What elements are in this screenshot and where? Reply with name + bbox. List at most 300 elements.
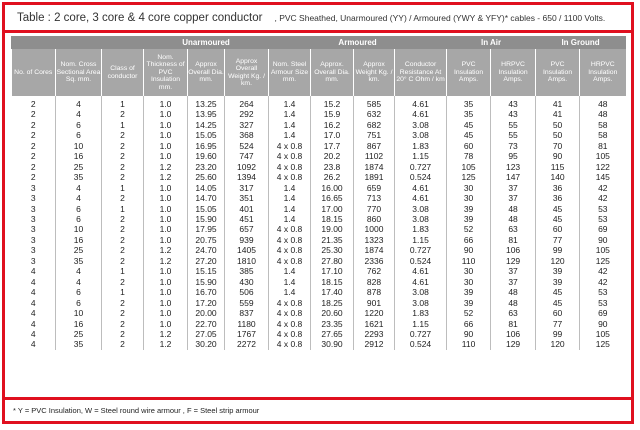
table-cell: 39 (536, 266, 580, 276)
column-header: HRPVC Insulation Amps. (580, 49, 626, 96)
table-cell: 39 (447, 214, 491, 224)
table-cell: 25 (56, 245, 102, 255)
column-header: Approx. Overall Dia. mm. (311, 49, 354, 96)
table-cell: 55 (491, 130, 536, 140)
column-header: Nom. Steel Armour Size mm. (269, 49, 311, 96)
table-cell: 125 (580, 256, 626, 266)
table-cell: 4 x 0.8 (269, 319, 311, 329)
table-cell: 4 (30, 297, 36, 308)
table-cell: 105 (447, 162, 491, 172)
table-cell: 66 (447, 319, 491, 329)
table-cell: 2 (102, 109, 144, 119)
table-cell: 4 (30, 266, 36, 277)
footnote-bar (5, 400, 631, 421)
table-cell: 1.0 (144, 308, 188, 318)
table-cell: 30.90 (311, 339, 354, 349)
table-cell: 58 (580, 130, 626, 140)
table-cell: 4 x 0.8 (269, 172, 311, 182)
table-cell: 48 (491, 204, 536, 214)
table-cell: 21.35 (311, 235, 354, 245)
table-cell: 120 (536, 339, 580, 349)
table-cell: 770 (354, 204, 395, 214)
table-cell: 2 (102, 329, 144, 339)
table-cell: 129 (491, 339, 536, 349)
table-cell: 42 (580, 183, 626, 193)
table-cell: 15.05 (188, 204, 225, 214)
table-cell: 15.05 (188, 130, 225, 140)
table-cell: 50 (536, 120, 580, 130)
table-cell: 351 (225, 193, 269, 203)
table-cell: 16 (56, 319, 102, 329)
table-cell: 751 (354, 130, 395, 140)
table-cell: 1.0 (144, 193, 188, 203)
table-cell: 90 (536, 151, 580, 161)
table-cell: 48 (491, 298, 536, 308)
table-cell: 25 (56, 162, 102, 172)
table-cell: 451 (225, 214, 269, 224)
table-row (12, 256, 626, 266)
table-row (12, 245, 626, 255)
table-cell: 25.30 (311, 245, 354, 255)
table-cell: 1.4 (269, 120, 311, 130)
table-cell: 1.2 (144, 172, 188, 182)
table-cell: 2 (102, 130, 144, 140)
table-cell: 1.4 (269, 266, 311, 276)
table-cell: 2 (102, 256, 144, 266)
table-cell: 23.35 (311, 319, 354, 329)
table-cell: 6 (56, 204, 102, 214)
table-cell: 1.0 (144, 151, 188, 161)
table-cell: 292 (225, 109, 269, 119)
table-cell: 4 (56, 266, 102, 276)
table-cell: 45 (536, 287, 580, 297)
table-cell: 90 (447, 245, 491, 255)
table-cell: 42 (580, 277, 626, 287)
group-header-row (12, 36, 626, 49)
table-cell: 1.83 (395, 224, 447, 234)
table-cell: 2 (30, 140, 36, 151)
group-header-in-air: In Air (447, 36, 536, 49)
table-cell: 659 (354, 183, 395, 193)
table-cell: 4.61 (395, 266, 447, 276)
table-cell: 42 (580, 193, 626, 203)
table-cell: 18.15 (311, 277, 354, 287)
table-cell: 2 (102, 224, 144, 234)
table-cell: 78 (447, 151, 491, 161)
table-cell: 4.61 (395, 193, 447, 203)
table-cell: 14.25 (188, 120, 225, 130)
table-cell: 1405 (225, 245, 269, 255)
table-cell: 3 (30, 255, 36, 266)
table-cell: 1.0 (144, 319, 188, 329)
table-cell: 4 x 0.8 (269, 298, 311, 308)
table-cell: 2 (102, 308, 144, 318)
table-cell: 81 (491, 319, 536, 329)
table-cell: 1.0 (144, 298, 188, 308)
table-cell: 37 (491, 183, 536, 193)
table-cell: 18.25 (311, 298, 354, 308)
table-cell: 1.0 (144, 287, 188, 297)
table-cell: 368 (225, 130, 269, 140)
table-cell: 1.83 (395, 141, 447, 151)
table-cell: 2 (30, 109, 36, 120)
table-cell: 25 (56, 329, 102, 339)
table-area (5, 33, 631, 400)
table-cell: 110 (447, 256, 491, 266)
table-cell: 2 (102, 339, 144, 349)
table-cell: 90 (447, 329, 491, 339)
table-cell: 1.83 (395, 308, 447, 318)
table-cell: 4 (30, 287, 36, 298)
table-cell: 1.15 (395, 319, 447, 329)
table-cell: 17.95 (188, 224, 225, 234)
table-cell: 48 (580, 96, 626, 109)
table-cell: 22.70 (188, 319, 225, 329)
column-header: Approx Weight Kg. / km. (354, 49, 395, 96)
table-cell: 81 (491, 235, 536, 245)
table-cell: 4.61 (395, 109, 447, 119)
table-cell: 1810 (225, 256, 269, 266)
table-cell: 99 (536, 329, 580, 339)
column-header: Nom. Cross Sectional Area Sq. mm. (56, 49, 102, 96)
table-row (12, 308, 626, 318)
table-cell: 53 (580, 287, 626, 297)
table-cell: 35 (56, 256, 102, 266)
table-cell: 4 (30, 318, 36, 329)
table-cell: 4 x 0.8 (269, 141, 311, 151)
table-cell: 1.0 (144, 183, 188, 193)
table-cell: 66 (447, 235, 491, 245)
table-cell: 4 x 0.8 (269, 162, 311, 172)
table-row (12, 224, 626, 234)
table-cell: 1.0 (144, 277, 188, 287)
table-cell: 0.524 (395, 172, 447, 182)
table-cell: 1.4 (269, 183, 311, 193)
table-cell: 828 (354, 277, 395, 287)
table-cell: 3.08 (395, 204, 447, 214)
table-row (12, 277, 626, 287)
table-cell: 15.9 (311, 109, 354, 119)
table-cell: 15.2 (311, 96, 354, 109)
group-header-blank (12, 36, 144, 49)
table-cell: 682 (354, 120, 395, 130)
table-cell: 4 (30, 328, 36, 339)
group-header-unarmoured: Unarmoured (144, 36, 269, 49)
table-cell: 30 (447, 266, 491, 276)
table-cell: 27.80 (311, 256, 354, 266)
table-cell: 4.61 (395, 96, 447, 109)
table-cell: 430 (225, 277, 269, 287)
table-cell: 1.4 (269, 130, 311, 140)
table-row (12, 193, 626, 203)
table-cell: 41 (536, 109, 580, 119)
column-header-row (12, 49, 626, 96)
table-cell: 36 (536, 193, 580, 203)
table-cell: 30 (447, 183, 491, 193)
table-cell: 401 (225, 204, 269, 214)
table-cell: 115 (536, 162, 580, 172)
table-cell: 41 (536, 96, 580, 109)
table-cell: 105 (580, 245, 626, 255)
table-cell: 506 (225, 287, 269, 297)
table-cell: 4 (56, 109, 102, 119)
table-cell: 0.727 (395, 329, 447, 339)
table-cell: 4 (56, 183, 102, 193)
table-cell: 140 (536, 172, 580, 182)
table-cell: 63 (491, 308, 536, 318)
table-row (12, 183, 626, 193)
table-cell: 36 (536, 183, 580, 193)
table-cell: 1621 (354, 319, 395, 329)
table-cell: 45 (536, 214, 580, 224)
table-cell: 1.4 (269, 193, 311, 203)
table-cell: 24.70 (188, 245, 225, 255)
table-cell: 30 (447, 277, 491, 287)
table-cell: 18.15 (311, 214, 354, 224)
table-cell: 6 (56, 214, 102, 224)
table-cell: 17.00 (311, 204, 354, 214)
table-cell: 1.2 (144, 162, 188, 172)
table-row (12, 235, 626, 245)
table-cell: 45 (447, 130, 491, 140)
table-cell: 3 (30, 203, 36, 214)
table-cell: 147 (491, 172, 536, 182)
table-cell: 23.8 (311, 162, 354, 172)
table-cell: 2 (102, 141, 144, 151)
table-cell: 45 (536, 298, 580, 308)
table-cell: 1874 (354, 162, 395, 172)
table-cell: 3 (30, 245, 36, 256)
table-cell: 37 (491, 266, 536, 276)
group-header-armoured: Armoured (269, 36, 447, 49)
table-cell: 524 (225, 141, 269, 151)
table-cell: 27.05 (188, 329, 225, 339)
cable-spec-table (11, 36, 626, 350)
table-title: Table : 2 core, 3 core & 4 core copper conductor (17, 11, 263, 24)
table-cell: 1394 (225, 172, 269, 182)
table-cell: 327 (225, 120, 269, 130)
table-cell: 1.0 (144, 204, 188, 214)
table-cell: 1 (102, 287, 144, 297)
table-cell: 2 (30, 151, 36, 162)
table-cell: 99 (536, 245, 580, 255)
table-cell: 16 (56, 151, 102, 161)
table-cell: 122 (580, 162, 626, 172)
table-cell: 2 (102, 151, 144, 161)
table-cell: 4 x 0.8 (269, 339, 311, 349)
column-header: Approx Overall Dia. mm. (188, 49, 225, 96)
table-cell: 13.25 (188, 96, 225, 109)
table-cell: 60 (447, 141, 491, 151)
table-cell: 48 (491, 287, 536, 297)
table-cell: 2272 (225, 339, 269, 349)
table-cell: 4.61 (395, 277, 447, 287)
table-cell: 90 (580, 235, 626, 245)
table-cell: 867 (354, 141, 395, 151)
table-cell: 0.727 (395, 162, 447, 172)
table-cell: 20.60 (311, 308, 354, 318)
table-cell: 1.0 (144, 235, 188, 245)
table-cell: 1.4 (269, 287, 311, 297)
table-cell: 762 (354, 266, 395, 276)
table-cell: 14.70 (188, 193, 225, 203)
table-cell: 39 (447, 287, 491, 297)
table-frame (2, 2, 634, 424)
table-row (12, 120, 626, 130)
table-cell: 2 (30, 99, 36, 109)
table-cell: 10 (56, 141, 102, 151)
table-cell: 125 (580, 339, 626, 349)
table-cell: 2293 (354, 329, 395, 339)
table-cell: 69 (580, 308, 626, 318)
table-cell: 69 (580, 224, 626, 234)
table-row (12, 162, 626, 172)
table-cell: 1 (102, 266, 144, 276)
table-cell: 105 (580, 151, 626, 161)
table-cell: 860 (354, 214, 395, 224)
table-cell: 1180 (225, 319, 269, 329)
table-cell: 2 (30, 130, 36, 141)
table-cell: 145 (580, 172, 626, 182)
table-cell: 939 (225, 235, 269, 245)
table-cell: 1.0 (144, 266, 188, 276)
table-cell: 129 (491, 256, 536, 266)
table-row (12, 109, 626, 119)
table-cell: 35 (56, 339, 102, 349)
table-row (12, 266, 626, 276)
table-cell: 6 (56, 120, 102, 130)
table-cell: 95 (491, 151, 536, 161)
table-cell: 77 (536, 235, 580, 245)
table-cell: 37 (491, 277, 536, 287)
column-header: HRPVC Insulation Amps. (491, 49, 536, 96)
table-row (12, 214, 626, 224)
table-cell: 1.4 (269, 214, 311, 224)
table-cell: 0.524 (395, 339, 447, 349)
table-cell: 1.4 (269, 96, 311, 109)
table-cell: 45 (447, 120, 491, 130)
table-cell: 1.2 (144, 256, 188, 266)
table-cell: 1.4 (269, 109, 311, 119)
table-cell: 1000 (354, 224, 395, 234)
table-cell: 3 (30, 213, 36, 224)
table-cell: 53 (580, 214, 626, 224)
table-cell: 13.95 (188, 109, 225, 119)
table-cell: 27.20 (188, 256, 225, 266)
table-cell: 2 (102, 298, 144, 308)
table-cell: 3 (30, 234, 36, 245)
table-cell: 25.60 (188, 172, 225, 182)
table-cell: 19.00 (311, 224, 354, 234)
table-cell: 35 (447, 109, 491, 119)
table-cell: 1220 (354, 308, 395, 318)
table-cell: 30 (447, 193, 491, 203)
table-cell: 105 (580, 329, 626, 339)
table-cell: 60 (536, 224, 580, 234)
table-row (12, 287, 626, 297)
table-cell: 15.90 (188, 277, 225, 287)
table-cell: 0.524 (395, 256, 447, 266)
column-header: PVC Insulation Amps. (447, 49, 491, 96)
table-cell: 4 x 0.8 (269, 308, 311, 318)
table-cell: 15.90 (188, 214, 225, 224)
table-cell: 45 (536, 204, 580, 214)
table-cell: 4 (56, 277, 102, 287)
table-cell: 1323 (354, 235, 395, 245)
table-body (12, 96, 626, 350)
table-cell: 559 (225, 298, 269, 308)
table-cell: 6 (56, 287, 102, 297)
table-cell: 1.2 (144, 339, 188, 349)
table-cell: 43 (491, 96, 536, 109)
table-cell: 1.0 (144, 214, 188, 224)
table-cell: 4 (30, 339, 36, 350)
table-cell: 48 (491, 214, 536, 224)
table-cell: 2 (102, 193, 144, 203)
table-cell: 53 (580, 298, 626, 308)
table-cell: 37 (491, 193, 536, 203)
table-cell: 4 (30, 308, 36, 319)
table-cell: 73 (491, 141, 536, 151)
table-cell: 1.0 (144, 141, 188, 151)
table-cell: 43 (491, 109, 536, 119)
column-header: Nom. Thickness of PVC Insulation mm. (144, 49, 188, 96)
table-cell: 4 (30, 276, 36, 287)
table-cell: 2 (30, 161, 36, 172)
table-cell: 264 (225, 96, 269, 109)
table-cell: 19.60 (188, 151, 225, 161)
table-cell: 17.40 (311, 287, 354, 297)
table-cell: 77 (536, 319, 580, 329)
table-cell: 42 (580, 266, 626, 276)
table-cell: 4 (56, 96, 102, 109)
table-cell: 70 (536, 141, 580, 151)
column-header: Conductor Resistance At 20° C Ohm / km (395, 49, 447, 96)
table-cell: 1 (102, 183, 144, 193)
table-cell: 81 (580, 141, 626, 151)
table-cell: 16.00 (311, 183, 354, 193)
table-cell: 16.70 (188, 287, 225, 297)
table-cell: 1.2 (144, 329, 188, 339)
table-cell: 2336 (354, 256, 395, 266)
table-cell: 4 x 0.8 (269, 224, 311, 234)
table-cell: 901 (354, 298, 395, 308)
table-subtitle: , PVC Sheathed, Unarmoured (YY) / Armoured (YWY & YFY)* cables - 650 / 1100 Volts. (274, 12, 606, 23)
table-cell: 317 (225, 183, 269, 193)
table-cell: 106 (491, 245, 536, 255)
table-cell: 1.0 (144, 120, 188, 130)
table-cell: 26.2 (311, 172, 354, 182)
table-cell: 4 x 0.8 (269, 235, 311, 245)
table-cell: 632 (354, 109, 395, 119)
table-cell: 17.0 (311, 130, 354, 140)
table-cell: 10 (56, 224, 102, 234)
table-cell: 17.20 (188, 298, 225, 308)
table-cell: 2 (102, 172, 144, 182)
table-cell: 1.0 (144, 224, 188, 234)
column-header: PVC Insulation Amps. (536, 49, 580, 96)
table-cell: 6 (56, 298, 102, 308)
table-cell: 16.65 (311, 193, 354, 203)
table-cell: 4.61 (395, 183, 447, 193)
table-cell: 1092 (225, 162, 269, 172)
table-cell: 123 (491, 162, 536, 172)
title-bar (5, 5, 631, 33)
table-cell: 2 (102, 162, 144, 172)
table-cell: 17.7 (311, 141, 354, 151)
table-cell: 747 (225, 151, 269, 161)
table-cell: 4 (56, 193, 102, 203)
